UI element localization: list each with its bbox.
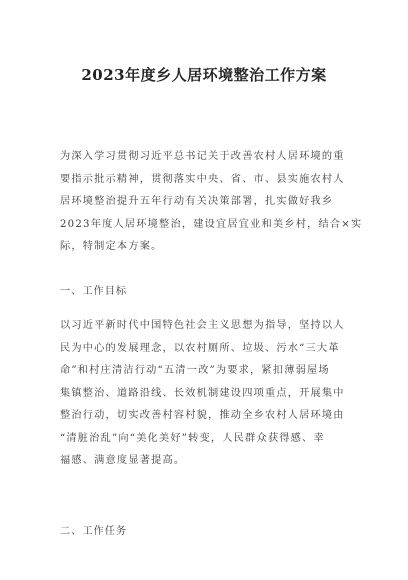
goals-paragraph — [60, 315, 350, 473]
document-title: 2023年度乡人居环境整治工作方案 — [81, 66, 327, 84]
paragraph-line: 要指示批示精神，贯彻落实中央、省、市、县实施农村人 — [60, 173, 345, 185]
paragraph-line: 2023年度人居环境整治，建设宜居宜业和美乡村，结合×实 — [60, 218, 363, 230]
paragraph-line: 以习近平新时代中国特色社会主义思想为指导，坚持以人 — [60, 320, 345, 331]
paragraph-line: 际，特制定本方案。 — [60, 241, 163, 252]
paragraph-line: 民为中心的发展理念，以农村厕所、垃圾、污水“三大革 — [60, 342, 340, 354]
paragraph-line: 居环境整治提升五年行动有关决策部署，扎实做好我乡 — [60, 196, 334, 207]
section-heading-goals: 一、工作目标 — [60, 286, 128, 297]
paragraph-line: 整治行动，切实改善村容村貌，推动全乡农村人居环境由 — [60, 410, 345, 421]
paragraph-line: 集镇整治、道路沿线、长效机制建设四项重点，开展集中 — [60, 387, 345, 399]
paragraph-line: 命”和村庄清洁行动“五清一改”为要求，紧扣薄弱屋场 — [60, 365, 330, 376]
section-heading-tasks: 二、工作任务 — [60, 526, 128, 537]
paragraph-line: “清脏治乱”向“美化美好”转变，人民群众获得感、幸 — [60, 432, 325, 444]
paragraph-line: 为深入学习贯彻习近平总书记关于改善农村人居环境的重 — [60, 151, 345, 162]
paragraph-line: 福感、满意度显著提高。 — [60, 455, 186, 466]
intro-paragraph — [60, 146, 363, 259]
